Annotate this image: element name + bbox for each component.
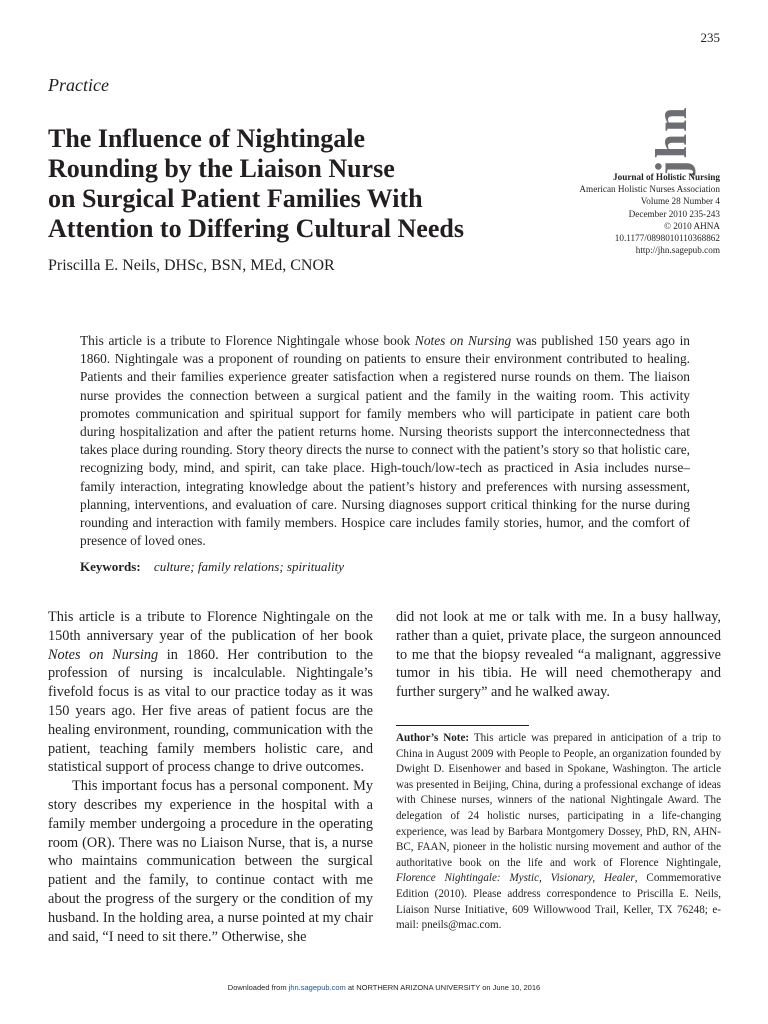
author-note bbox=[396, 731, 721, 934]
section-label: Practice bbox=[48, 75, 109, 95]
abstract-text: This article is a tribute to Florence Nightingale whose book bbox=[80, 333, 415, 348]
body-column-right bbox=[396, 608, 721, 702]
body-book-title: Notes on Nursing bbox=[48, 646, 159, 663]
body-paragraph: This important focus has a personal component. My story describes my experience in the hospital with a family member undergoing a procedure in the operating room (OR). There was no Liaison Nurse, that is, a nurse who maintains communication between the surgical patient and the family, to continue contact with me about the progress of the surgery or the condition of my husband. In the holding area, a nurse pointed at my chair and said, “I need to sit there.” Otherwise, she bbox=[48, 778, 373, 945]
journal-name: Journal of Holistic Nursing bbox=[613, 172, 720, 182]
abstract-text: was published 150 years ago in 1860. Nightingale was a proponent of rounding on patients to ensure their environment contributed to healing. Patients and their families experience greater satisfaction when a registered nurse rounds on them. The liaison nurse provides the connection between a surgical patient and the family in the waiting room. This activity promotes communication and spiritual support for family members who will participate in patient care both during hospitalization and after the patient returns home. Nursing theorists support the interconnectedness that takes place during rounding. Story theory directs the nurse to connect with the patient’s story so that holistic care, recognizing body, mind, and spirit, can take place. High-touch/low-tech as practiced in Asia includes nurse–family interaction, integrating knowledge about the patient’s history and preferences with nursing assessment, planning, interventions, and evaluation of care. Nursing diagnoses support critical thinking for the nurse during rounding and interaction with family members. Hospice care includes family stories, humor, and the comfort of presence of loved ones. bbox=[80, 333, 690, 549]
keywords bbox=[80, 559, 344, 575]
article-title bbox=[48, 124, 488, 244]
journal-date-pages: December 2010 235-243 bbox=[628, 208, 720, 219]
keywords-value: culture; family relations; spirituality bbox=[153, 559, 344, 574]
footnote-divider bbox=[396, 725, 529, 726]
author-note-text: , Commemorative Edition (2010). Please address correspondence to Priscilla E. Neils, Liaison Nurse Initiative, 609 Willowwood Trail, Keller, TX 76248; e-mail: pneils@mac.com. bbox=[396, 872, 721, 932]
journal-logo: jhn bbox=[647, 105, 696, 175]
author-note-text: This article was prepared in anticipation of a trip to China in August 2009 with People to People, an organization founded by Dwight D. Eisenhower and based in Spokane, Washington. The article was presented in Beijing, China, during a professional exchange of ideas with Chinese nurses, winners of the national Nightingale Award. The delegation of 24 holistic nurses, participating in a life-changing experience, was lead by Barbara Montgomery Dossey, PhD, RN, AHN-BC, FAAN, pioneer in the holistic nursing movement and author of the authoritative book on the life and work of Florence Nightingale, bbox=[396, 732, 721, 869]
body-column-left bbox=[48, 608, 373, 946]
author-byline: Priscilla E. Neils, DHSc, BSN, MEd, CNOR bbox=[48, 257, 335, 274]
download-footer bbox=[0, 983, 768, 992]
page-number: 235 bbox=[700, 30, 720, 45]
journal-doi: 10.1177/0898010110368862 bbox=[614, 233, 720, 244]
journal-info bbox=[579, 171, 720, 256]
author-note-book-title: Florence Nightingale: Mystic, Visionary, Healer bbox=[396, 872, 635, 885]
body-paragraph bbox=[48, 608, 373, 777]
title-line: Rounding by the Liaison Nurse bbox=[48, 154, 395, 183]
body-text: This article is a tribute to Florence Nightingale on the 150th anniversary year of the publication of her book bbox=[48, 609, 373, 644]
journal-volume: Volume 28 Number 4 bbox=[640, 196, 720, 207]
body-text: in 1860. Her contribution to the profession of nursing is incalculable. Nightingale’s fivefold focus is as vital to our practice today as it was 150 years ago. Her five areas of patient focus are the healing environment, rounding, communication with the patient, teaching family members holistic care, and statistical support of process change to drive outcomes. bbox=[48, 646, 374, 776]
title-line: Attention to Differing Cultural Needs bbox=[48, 214, 464, 243]
download-prefix: Downloaded from bbox=[227, 983, 289, 992]
abstract bbox=[80, 332, 690, 550]
abstract-book-title: Notes on Nursing bbox=[414, 333, 512, 348]
author-note-label: Author’s Note: bbox=[396, 732, 470, 744]
download-suffix: at NORTHERN ARIZONA UNIVERSITY on June 10, 2016 bbox=[345, 983, 541, 992]
title-line: on Surgical Patient Families With bbox=[48, 184, 423, 213]
body-paragraph: did not look at me or talk with me. In a busy hallway, rather than a quiet, private place, the surgeon announced to me that the biopsy revealed “a malignant, aggressive tumor in his tibia. He will need chemotherapy and further surgery” and he walked away. bbox=[396, 609, 721, 701]
journal-copyright: © 2010 AHNA bbox=[664, 220, 720, 231]
title-line: The Influence of Nightingale bbox=[48, 124, 366, 153]
keywords-label: Keywords: bbox=[80, 559, 141, 574]
journal-url: http://jhn.sagepub.com bbox=[635, 245, 720, 256]
download-link[interactable]: jhn.sagepub.com bbox=[288, 983, 346, 992]
journal-publisher: American Holistic Nurses Association bbox=[579, 184, 720, 195]
